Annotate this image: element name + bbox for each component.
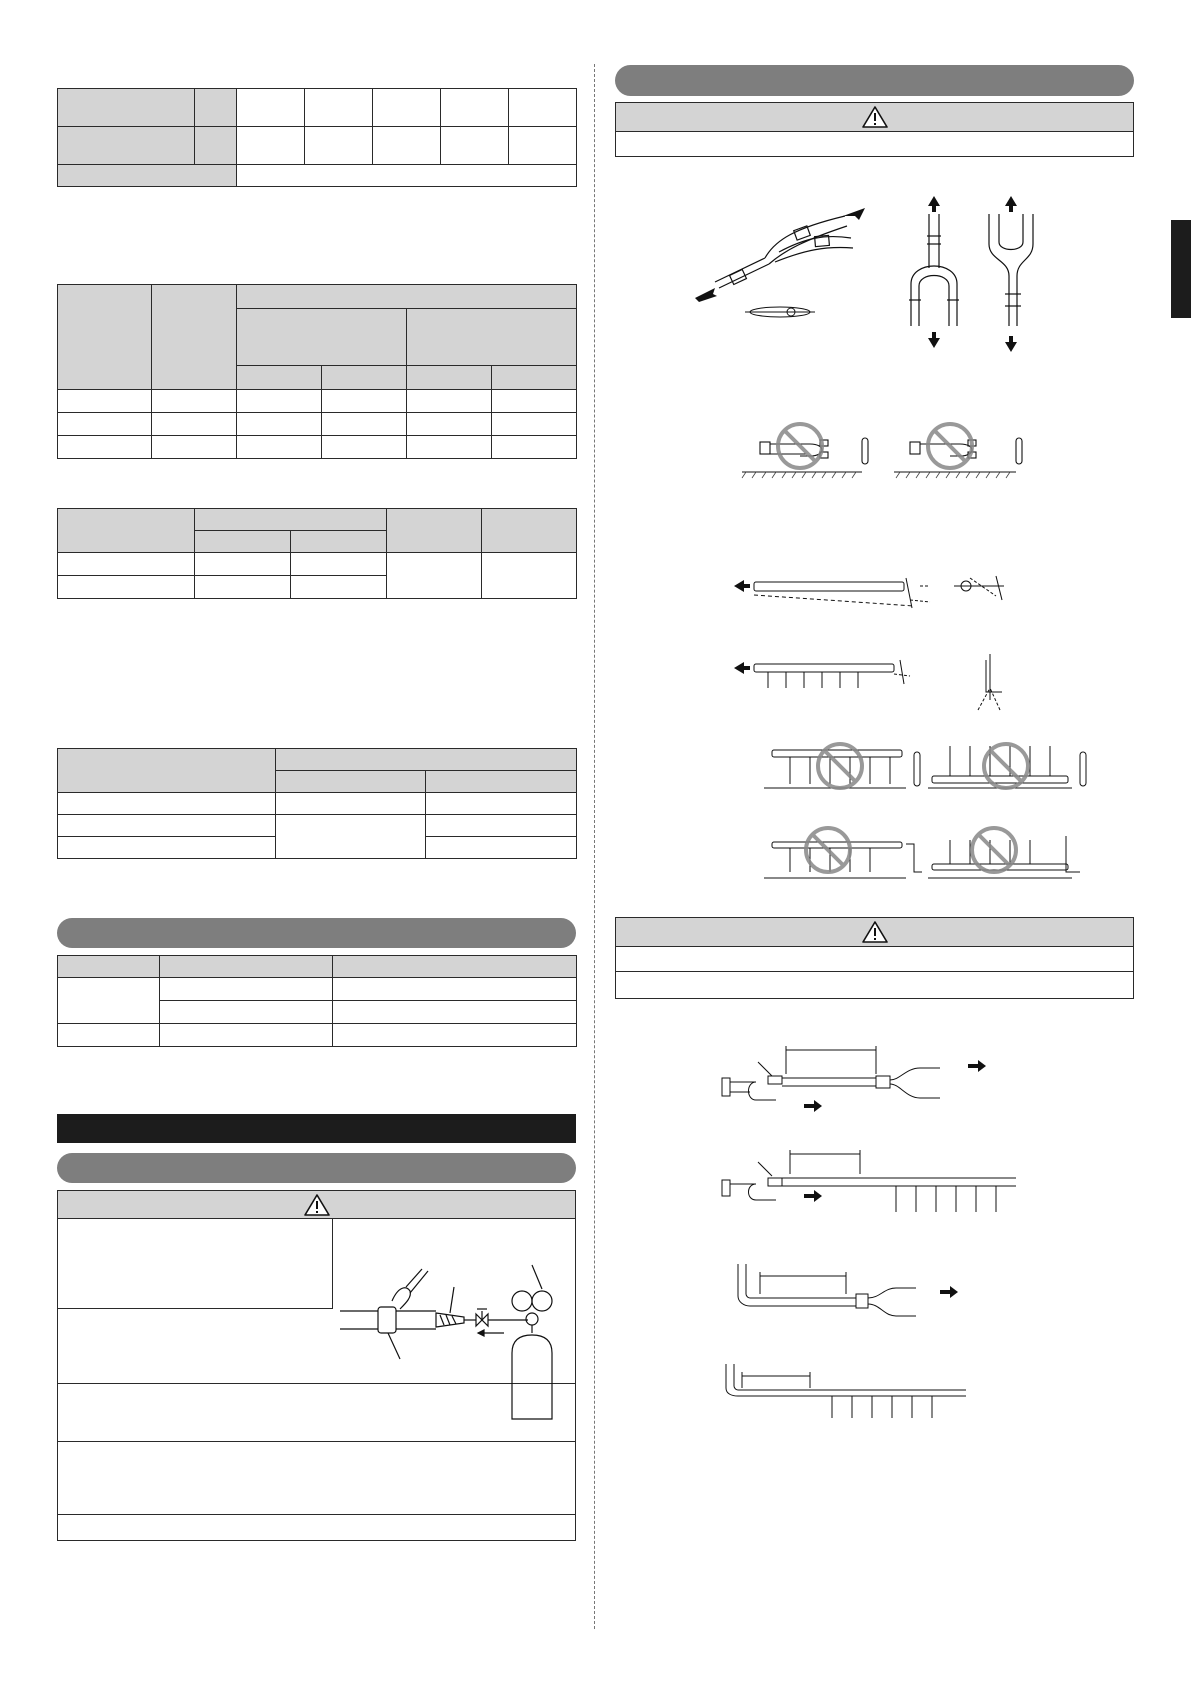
prohibited-icon bbox=[818, 744, 862, 788]
section-bar bbox=[57, 1153, 576, 1183]
table-row bbox=[58, 815, 577, 837]
table-1 bbox=[57, 88, 577, 187]
header-tilt-figure bbox=[734, 572, 1014, 622]
spacing-figures bbox=[716, 1040, 1036, 1440]
arrow-icon bbox=[940, 1286, 958, 1298]
table-row bbox=[58, 165, 577, 187]
table-row bbox=[58, 413, 577, 436]
table-4 bbox=[57, 748, 577, 859]
section-bar bbox=[57, 918, 576, 948]
prohibited-icon bbox=[972, 828, 1016, 872]
arrow-icon bbox=[843, 208, 865, 220]
warning-header bbox=[616, 103, 1133, 132]
table-row bbox=[58, 127, 577, 165]
warning-icon bbox=[304, 1194, 330, 1216]
page-tab bbox=[1171, 220, 1191, 318]
section-bar bbox=[615, 65, 1134, 96]
warning-header bbox=[58, 1191, 575, 1219]
warning-box-spacing bbox=[615, 917, 1134, 999]
arrow-icon bbox=[804, 1100, 822, 1112]
table-row bbox=[58, 390, 577, 413]
prohibited-icon bbox=[778, 424, 822, 468]
arrow-icon bbox=[734, 580, 750, 592]
table-row bbox=[58, 553, 577, 576]
arrow-icon bbox=[804, 1190, 822, 1202]
prohibited-bend-figures bbox=[740, 416, 1040, 486]
warning-box-top bbox=[615, 102, 1134, 157]
arrow-icon bbox=[734, 662, 750, 674]
prohibited-icon bbox=[806, 828, 850, 872]
warning-icon bbox=[862, 106, 888, 128]
y-branch-stretch-figure bbox=[695, 200, 875, 320]
column-divider bbox=[594, 64, 595, 1629]
arrow-icon bbox=[1005, 196, 1017, 212]
table-row bbox=[58, 956, 577, 978]
prohibited-icon bbox=[928, 424, 972, 468]
header-vertical-figure bbox=[734, 654, 1034, 714]
arrow-icon bbox=[928, 196, 940, 212]
warning-box-brazing bbox=[57, 1190, 576, 1541]
prohibited-header-figures bbox=[762, 736, 1092, 886]
table-row bbox=[58, 793, 577, 815]
table-row bbox=[58, 285, 577, 309]
arrow-icon bbox=[1005, 336, 1017, 352]
table-row bbox=[58, 749, 577, 771]
table-row bbox=[58, 509, 577, 531]
y-branch-vertical-figure bbox=[905, 196, 1055, 356]
table-row bbox=[58, 89, 577, 127]
arrow-icon bbox=[695, 288, 717, 302]
chapter-heading bbox=[57, 1114, 576, 1143]
warning-icon bbox=[862, 921, 888, 943]
arrow-icon bbox=[968, 1060, 986, 1072]
table-row bbox=[58, 436, 577, 459]
table-2 bbox=[57, 284, 577, 459]
table-row bbox=[58, 978, 577, 1001]
table-5 bbox=[57, 955, 577, 1047]
arrow-icon bbox=[928, 332, 940, 348]
brazing-figure bbox=[336, 1243, 576, 1423]
table-row bbox=[58, 1024, 577, 1047]
table-3 bbox=[57, 508, 577, 599]
prohibited-icon bbox=[984, 744, 1028, 788]
nitrogen-cylinder-icon bbox=[512, 1335, 552, 1419]
warning-header bbox=[616, 918, 1133, 947]
